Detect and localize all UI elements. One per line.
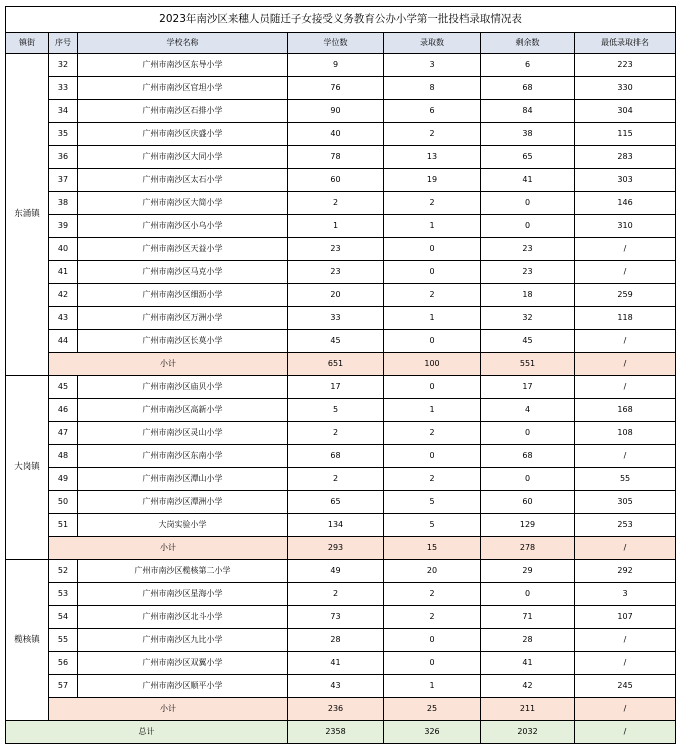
seq-cell: 37: [49, 169, 78, 192]
places-cell: 68: [288, 445, 384, 468]
header-places: 学位数: [288, 33, 384, 54]
min-rank-cell: /: [575, 629, 676, 652]
school-cell: 广州市南沙区潭洲小学: [78, 491, 288, 514]
min-rank-cell: /: [575, 238, 676, 261]
places-cell: 40: [288, 123, 384, 146]
admitted-cell: 2: [384, 606, 481, 629]
seq-cell: 41: [49, 261, 78, 284]
school-cell: 广州市南沙区庙贝小学: [78, 376, 288, 399]
places-cell: 2: [288, 422, 384, 445]
remaining-cell: 23: [481, 238, 575, 261]
subtotal-admitted: 100: [384, 353, 481, 376]
places-cell: 76: [288, 77, 384, 100]
admitted-cell: 13: [384, 146, 481, 169]
table-row: [6, 606, 676, 629]
min-rank-cell: 259: [575, 284, 676, 307]
seq-cell: 40: [49, 238, 78, 261]
table-row: [6, 583, 676, 606]
subtotal-min-rank: /: [575, 698, 676, 721]
min-rank-cell: 310: [575, 215, 676, 238]
school-cell: 广州市南沙区万洲小学: [78, 307, 288, 330]
school-cell: 广州市南沙区双翼小学: [78, 652, 288, 675]
admitted-cell: 0: [384, 261, 481, 284]
town-cell: 大岗镇: [6, 376, 49, 560]
seq-cell: 49: [49, 468, 78, 491]
subtotal-min-rank: /: [575, 353, 676, 376]
remaining-cell: 18: [481, 284, 575, 307]
subtotal-places: 293: [288, 537, 384, 560]
remaining-cell: 0: [481, 422, 575, 445]
seq-cell: 32: [49, 54, 78, 77]
table-row: [6, 238, 676, 261]
school-cell: 广州市南沙区榄核第二小学: [78, 560, 288, 583]
subtotal-remaining: 551: [481, 353, 575, 376]
min-rank-cell: /: [575, 261, 676, 284]
seq-cell: 39: [49, 215, 78, 238]
remaining-cell: 23: [481, 261, 575, 284]
remaining-cell: 68: [481, 77, 575, 100]
header-min-rank: 最低录取排名: [575, 33, 676, 54]
places-cell: 65: [288, 491, 384, 514]
table-row: [6, 192, 676, 215]
admitted-cell: 2: [384, 284, 481, 307]
school-cell: 广州市南沙区长莫小学: [78, 330, 288, 353]
admitted-cell: 1: [384, 215, 481, 238]
remaining-cell: 0: [481, 192, 575, 215]
remaining-cell: 41: [481, 169, 575, 192]
min-rank-cell: 108: [575, 422, 676, 445]
remaining-cell: 32: [481, 307, 575, 330]
places-cell: 20: [288, 284, 384, 307]
seq-cell: 42: [49, 284, 78, 307]
seq-cell: 35: [49, 123, 78, 146]
admission-table: [5, 6, 676, 744]
admitted-cell: 0: [384, 376, 481, 399]
min-rank-cell: 330: [575, 77, 676, 100]
total-admitted: 326: [384, 721, 481, 744]
min-rank-cell: 107: [575, 606, 676, 629]
total-remaining: 2032: [481, 721, 575, 744]
remaining-cell: 42: [481, 675, 575, 698]
table-row: [6, 146, 676, 169]
seq-cell: 33: [49, 77, 78, 100]
remaining-cell: 4: [481, 399, 575, 422]
seq-cell: 56: [49, 652, 78, 675]
subtotal-row: [6, 537, 676, 560]
admitted-cell: 3: [384, 54, 481, 77]
places-cell: 1: [288, 215, 384, 238]
seq-cell: 46: [49, 399, 78, 422]
admitted-cell: 6: [384, 100, 481, 123]
min-rank-cell: 292: [575, 560, 676, 583]
school-cell: 广州市南沙区细沥小学: [78, 284, 288, 307]
places-cell: 9: [288, 54, 384, 77]
places-cell: 73: [288, 606, 384, 629]
remaining-cell: 17: [481, 376, 575, 399]
min-rank-cell: 283: [575, 146, 676, 169]
school-cell: 广州市南沙区北斗小学: [78, 606, 288, 629]
subtotal-row: [6, 698, 676, 721]
seq-cell: 48: [49, 445, 78, 468]
table-row: [6, 652, 676, 675]
table-row: [6, 307, 676, 330]
seq-cell: 45: [49, 376, 78, 399]
school-cell: 广州市南沙区太石小学: [78, 169, 288, 192]
school-cell: 广州市南沙区灵山小学: [78, 422, 288, 445]
admitted-cell: 5: [384, 514, 481, 537]
table-row: [6, 445, 676, 468]
seq-cell: 57: [49, 675, 78, 698]
header-row: [6, 33, 676, 54]
admitted-cell: 0: [384, 238, 481, 261]
table-title: 2023年南沙区来穗人员随迁子女接受义务教育公办小学第一批投档录取情况表: [6, 7, 676, 33]
min-rank-cell: 118: [575, 307, 676, 330]
table-row: [6, 77, 676, 100]
remaining-cell: 0: [481, 215, 575, 238]
total-places: 2358: [288, 721, 384, 744]
admission-table-container: [5, 6, 675, 744]
table-row: [6, 100, 676, 123]
places-cell: 45: [288, 330, 384, 353]
admitted-cell: 5: [384, 491, 481, 514]
subtotal-label: 小计: [49, 537, 288, 560]
places-cell: 90: [288, 100, 384, 123]
places-cell: 2: [288, 583, 384, 606]
min-rank-cell: 3: [575, 583, 676, 606]
table-row: [6, 261, 676, 284]
remaining-cell: 45: [481, 330, 575, 353]
admitted-cell: 1: [384, 675, 481, 698]
subtotal-admitted: 25: [384, 698, 481, 721]
school-cell: 广州市南沙区顺平小学: [78, 675, 288, 698]
admitted-cell: 20: [384, 560, 481, 583]
school-cell: 广州市南沙区高新小学: [78, 399, 288, 422]
seq-cell: 53: [49, 583, 78, 606]
table-row: [6, 376, 676, 399]
min-rank-cell: /: [575, 330, 676, 353]
school-cell: 大岗实验小学: [78, 514, 288, 537]
table-row: [6, 675, 676, 698]
table-row: [6, 215, 676, 238]
min-rank-cell: 245: [575, 675, 676, 698]
admitted-cell: 1: [384, 307, 481, 330]
places-cell: 60: [288, 169, 384, 192]
seq-cell: 52: [49, 560, 78, 583]
table-row: [6, 560, 676, 583]
min-rank-cell: 55: [575, 468, 676, 491]
admitted-cell: 0: [384, 629, 481, 652]
seq-cell: 51: [49, 514, 78, 537]
places-cell: 23: [288, 238, 384, 261]
remaining-cell: 38: [481, 123, 575, 146]
admitted-cell: 0: [384, 330, 481, 353]
places-cell: 43: [288, 675, 384, 698]
table-row: [6, 284, 676, 307]
places-cell: 2: [288, 192, 384, 215]
places-cell: 28: [288, 629, 384, 652]
remaining-cell: 71: [481, 606, 575, 629]
min-rank-cell: /: [575, 376, 676, 399]
seq-cell: 47: [49, 422, 78, 445]
school-cell: 广州市南沙区大简小学: [78, 192, 288, 215]
table-row: [6, 399, 676, 422]
subtotal-remaining: 278: [481, 537, 575, 560]
header-town: 镇街: [6, 33, 49, 54]
places-cell: 78: [288, 146, 384, 169]
min-rank-cell: 168: [575, 399, 676, 422]
admitted-cell: 2: [384, 192, 481, 215]
school-cell: 广州市南沙区天益小学: [78, 238, 288, 261]
admitted-cell: 2: [384, 422, 481, 445]
header-admitted: 录取数: [384, 33, 481, 54]
remaining-cell: 29: [481, 560, 575, 583]
seq-cell: 44: [49, 330, 78, 353]
school-cell: 广州市南沙区官坦小学: [78, 77, 288, 100]
school-cell: 广州市南沙区石排小学: [78, 100, 288, 123]
remaining-cell: 41: [481, 652, 575, 675]
seq-cell: 54: [49, 606, 78, 629]
admitted-cell: 1: [384, 399, 481, 422]
subtotal-places: 236: [288, 698, 384, 721]
min-rank-cell: 305: [575, 491, 676, 514]
header-seq: 序号: [49, 33, 78, 54]
table-row: [6, 468, 676, 491]
min-rank-cell: 304: [575, 100, 676, 123]
seq-cell: 50: [49, 491, 78, 514]
remaining-cell: 0: [481, 468, 575, 491]
remaining-cell: 65: [481, 146, 575, 169]
subtotal-label: 小计: [49, 698, 288, 721]
remaining-cell: 6: [481, 54, 575, 77]
header-school: 学校名称: [78, 33, 288, 54]
seq-cell: 36: [49, 146, 78, 169]
school-cell: 广州市南沙区马克小学: [78, 261, 288, 284]
seq-cell: 43: [49, 307, 78, 330]
places-cell: 41: [288, 652, 384, 675]
table-row: [6, 169, 676, 192]
school-cell: 广州市南沙区东导小学: [78, 54, 288, 77]
admitted-cell: 2: [384, 583, 481, 606]
table-row: [6, 491, 676, 514]
subtotal-admitted: 15: [384, 537, 481, 560]
school-cell: 广州市南沙区小乌小学: [78, 215, 288, 238]
school-cell: 广州市南沙区潭山小学: [78, 468, 288, 491]
places-cell: 2: [288, 468, 384, 491]
table-row: [6, 123, 676, 146]
min-rank-cell: 146: [575, 192, 676, 215]
remaining-cell: 60: [481, 491, 575, 514]
total-label: 总计: [6, 721, 288, 744]
min-rank-cell: 223: [575, 54, 676, 77]
admitted-cell: 2: [384, 468, 481, 491]
subtotal-min-rank: /: [575, 537, 676, 560]
admitted-cell: 0: [384, 652, 481, 675]
seq-cell: 34: [49, 100, 78, 123]
seq-cell: 38: [49, 192, 78, 215]
remaining-cell: 68: [481, 445, 575, 468]
admitted-cell: 19: [384, 169, 481, 192]
min-rank-cell: 253: [575, 514, 676, 537]
subtotal-label: 小计: [49, 353, 288, 376]
places-cell: 17: [288, 376, 384, 399]
table-row: [6, 422, 676, 445]
table-row: [6, 514, 676, 537]
school-cell: 广州市南沙区庆盛小学: [78, 123, 288, 146]
admitted-cell: 2: [384, 123, 481, 146]
table-row: [6, 629, 676, 652]
school-cell: 广州市南沙区大同小学: [78, 146, 288, 169]
remaining-cell: 0: [481, 583, 575, 606]
seq-cell: 55: [49, 629, 78, 652]
min-rank-cell: 115: [575, 123, 676, 146]
admitted-cell: 0: [384, 445, 481, 468]
places-cell: 134: [288, 514, 384, 537]
total-min-rank: /: [575, 721, 676, 744]
town-cell: 东涌镇: [6, 54, 49, 376]
town-cell: 榄核镇: [6, 560, 49, 721]
places-cell: 49: [288, 560, 384, 583]
min-rank-cell: /: [575, 445, 676, 468]
subtotal-row: [6, 353, 676, 376]
table-row: [6, 330, 676, 353]
subtotal-places: 651: [288, 353, 384, 376]
school-cell: 广州市南沙区九比小学: [78, 629, 288, 652]
remaining-cell: 129: [481, 514, 575, 537]
table-row: [6, 54, 676, 77]
places-cell: 5: [288, 399, 384, 422]
places-cell: 33: [288, 307, 384, 330]
remaining-cell: 28: [481, 629, 575, 652]
total-row: [6, 721, 676, 744]
min-rank-cell: 303: [575, 169, 676, 192]
school-cell: 广州市南沙区东南小学: [78, 445, 288, 468]
min-rank-cell: /: [575, 652, 676, 675]
header-remaining: 剩余数: [481, 33, 575, 54]
school-cell: 广州市南沙区星海小学: [78, 583, 288, 606]
admitted-cell: 8: [384, 77, 481, 100]
title-row: [6, 7, 676, 33]
remaining-cell: 84: [481, 100, 575, 123]
subtotal-remaining: 211: [481, 698, 575, 721]
places-cell: 23: [288, 261, 384, 284]
